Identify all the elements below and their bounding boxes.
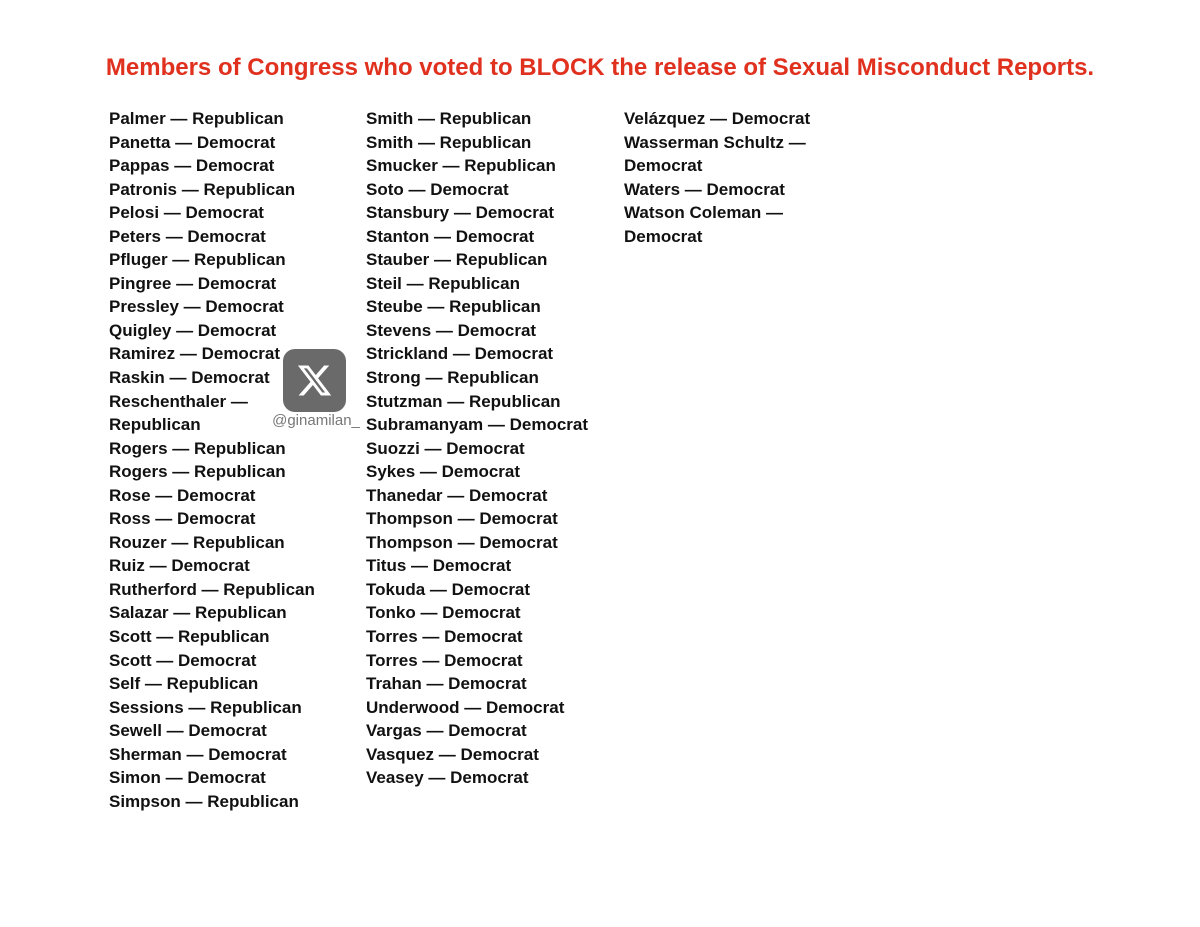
list-item: Subramanyam — Democrat: [366, 415, 589, 435]
list-item: Patronis — Republican: [109, 179, 296, 199]
list-item: Torres — Democrat: [366, 650, 523, 670]
list-item: Rose — Democrat: [109, 485, 256, 505]
list-item: Scott — Democrat: [109, 650, 257, 670]
list-item: Rutherford — Republican: [109, 579, 315, 599]
list-item: Pappas — Democrat: [109, 156, 275, 176]
list-item: Thanedar — Democrat: [366, 485, 548, 505]
list-item: Pelosi — Democrat: [109, 203, 264, 223]
x-logo-icon: [283, 349, 346, 412]
list-item: Velázquez — Democrat: [624, 109, 811, 128]
list-item: Ruiz — Democrat: [109, 556, 250, 576]
list-item: Self — Republican: [109, 674, 259, 694]
list-item: Stevens — Democrat: [366, 320, 537, 340]
list-item: Ramirez — Democrat: [109, 344, 281, 364]
list-item: Panetta — Democrat: [109, 132, 276, 152]
list-item: Strickland — Democrat: [366, 344, 554, 364]
list-item: Simpson — Republican: [109, 791, 299, 811]
list-item: Tokuda — Democrat: [366, 579, 531, 599]
list-item: Watson Coleman — Democrat: [624, 203, 783, 246]
list-item: Sykes — Democrat: [366, 462, 521, 482]
list-item: Rouzer — Republican: [109, 532, 285, 552]
list-item: Sewell — Democrat: [109, 721, 267, 741]
list-item: Sherman — Democrat: [109, 744, 287, 764]
watermark-handle: @ginamilan_: [272, 412, 360, 429]
list-item: Ross — Democrat: [109, 509, 256, 529]
list-item: Pressley — Democrat: [109, 297, 284, 317]
list-item: Waters — Democrat: [624, 179, 785, 199]
member-list-column-3: [624, 107, 824, 248]
list-item: Thompson — Democrat: [366, 509, 558, 529]
list-item: Sessions — Republican: [109, 697, 302, 717]
list-item: Stanton — Democrat: [366, 226, 535, 246]
list-item: Stauber — Republican: [366, 250, 548, 270]
list-item: Vargas — Democrat: [366, 721, 527, 741]
list-item: Scott — Republican: [109, 627, 270, 647]
list-item: Pingree — Democrat: [109, 273, 277, 293]
list-item: Salazar — Republican: [109, 603, 287, 623]
list-item: Titus — Democrat: [366, 556, 512, 576]
list-item: Strong — Republican: [366, 368, 539, 388]
list-item: Wasserman Schultz — Democrat: [624, 132, 806, 176]
list-item: Smith — Republican: [366, 132, 532, 152]
list-item: Suozzi — Democrat: [366, 438, 525, 458]
list-item: Veasey — Democrat: [366, 768, 529, 788]
list-item: Peters — Democrat: [109, 226, 266, 246]
list-item: Underwood — Democrat: [366, 697, 565, 717]
list-item: Pfluger — Republican: [109, 250, 286, 270]
list-item: Steil — Republican: [366, 273, 520, 293]
list-item: Soto — Democrat: [366, 179, 509, 199]
list-item: Reschenthaler — Republican: [109, 391, 248, 435]
watermark: [270, 349, 360, 434]
list-item: Rogers — Republican: [109, 462, 286, 482]
member-list-column-2: [366, 107, 591, 790]
list-item: Rogers — Republican: [109, 438, 286, 458]
page-title: Members of Congress who voted to BLOCK the release of Sexual Misconduct Reports.: [105, 54, 1095, 81]
list-item: Trahan — Democrat: [366, 674, 527, 694]
list-item: Torres — Democrat: [366, 627, 523, 647]
list-item: Palmer — Republican: [109, 109, 284, 128]
list-item: Thompson — Democrat: [366, 532, 558, 552]
list-item: Steube — Republican: [366, 297, 541, 317]
list-item: Stutzman — Republican: [366, 391, 561, 411]
list-item: Smith — Republican: [366, 109, 532, 128]
list-item: Tonko — Democrat: [366, 603, 521, 623]
list-item: Quigley — Democrat: [109, 320, 277, 340]
list-item: Raskin — Democrat: [109, 368, 270, 388]
list-item: Stansbury — Democrat: [366, 203, 554, 223]
list-item: Smucker — Republican: [366, 156, 556, 176]
list-item: Simon — Democrat: [109, 768, 266, 788]
list-item: Vasquez — Democrat: [366, 744, 539, 764]
member-list-column-1: [109, 107, 329, 813]
